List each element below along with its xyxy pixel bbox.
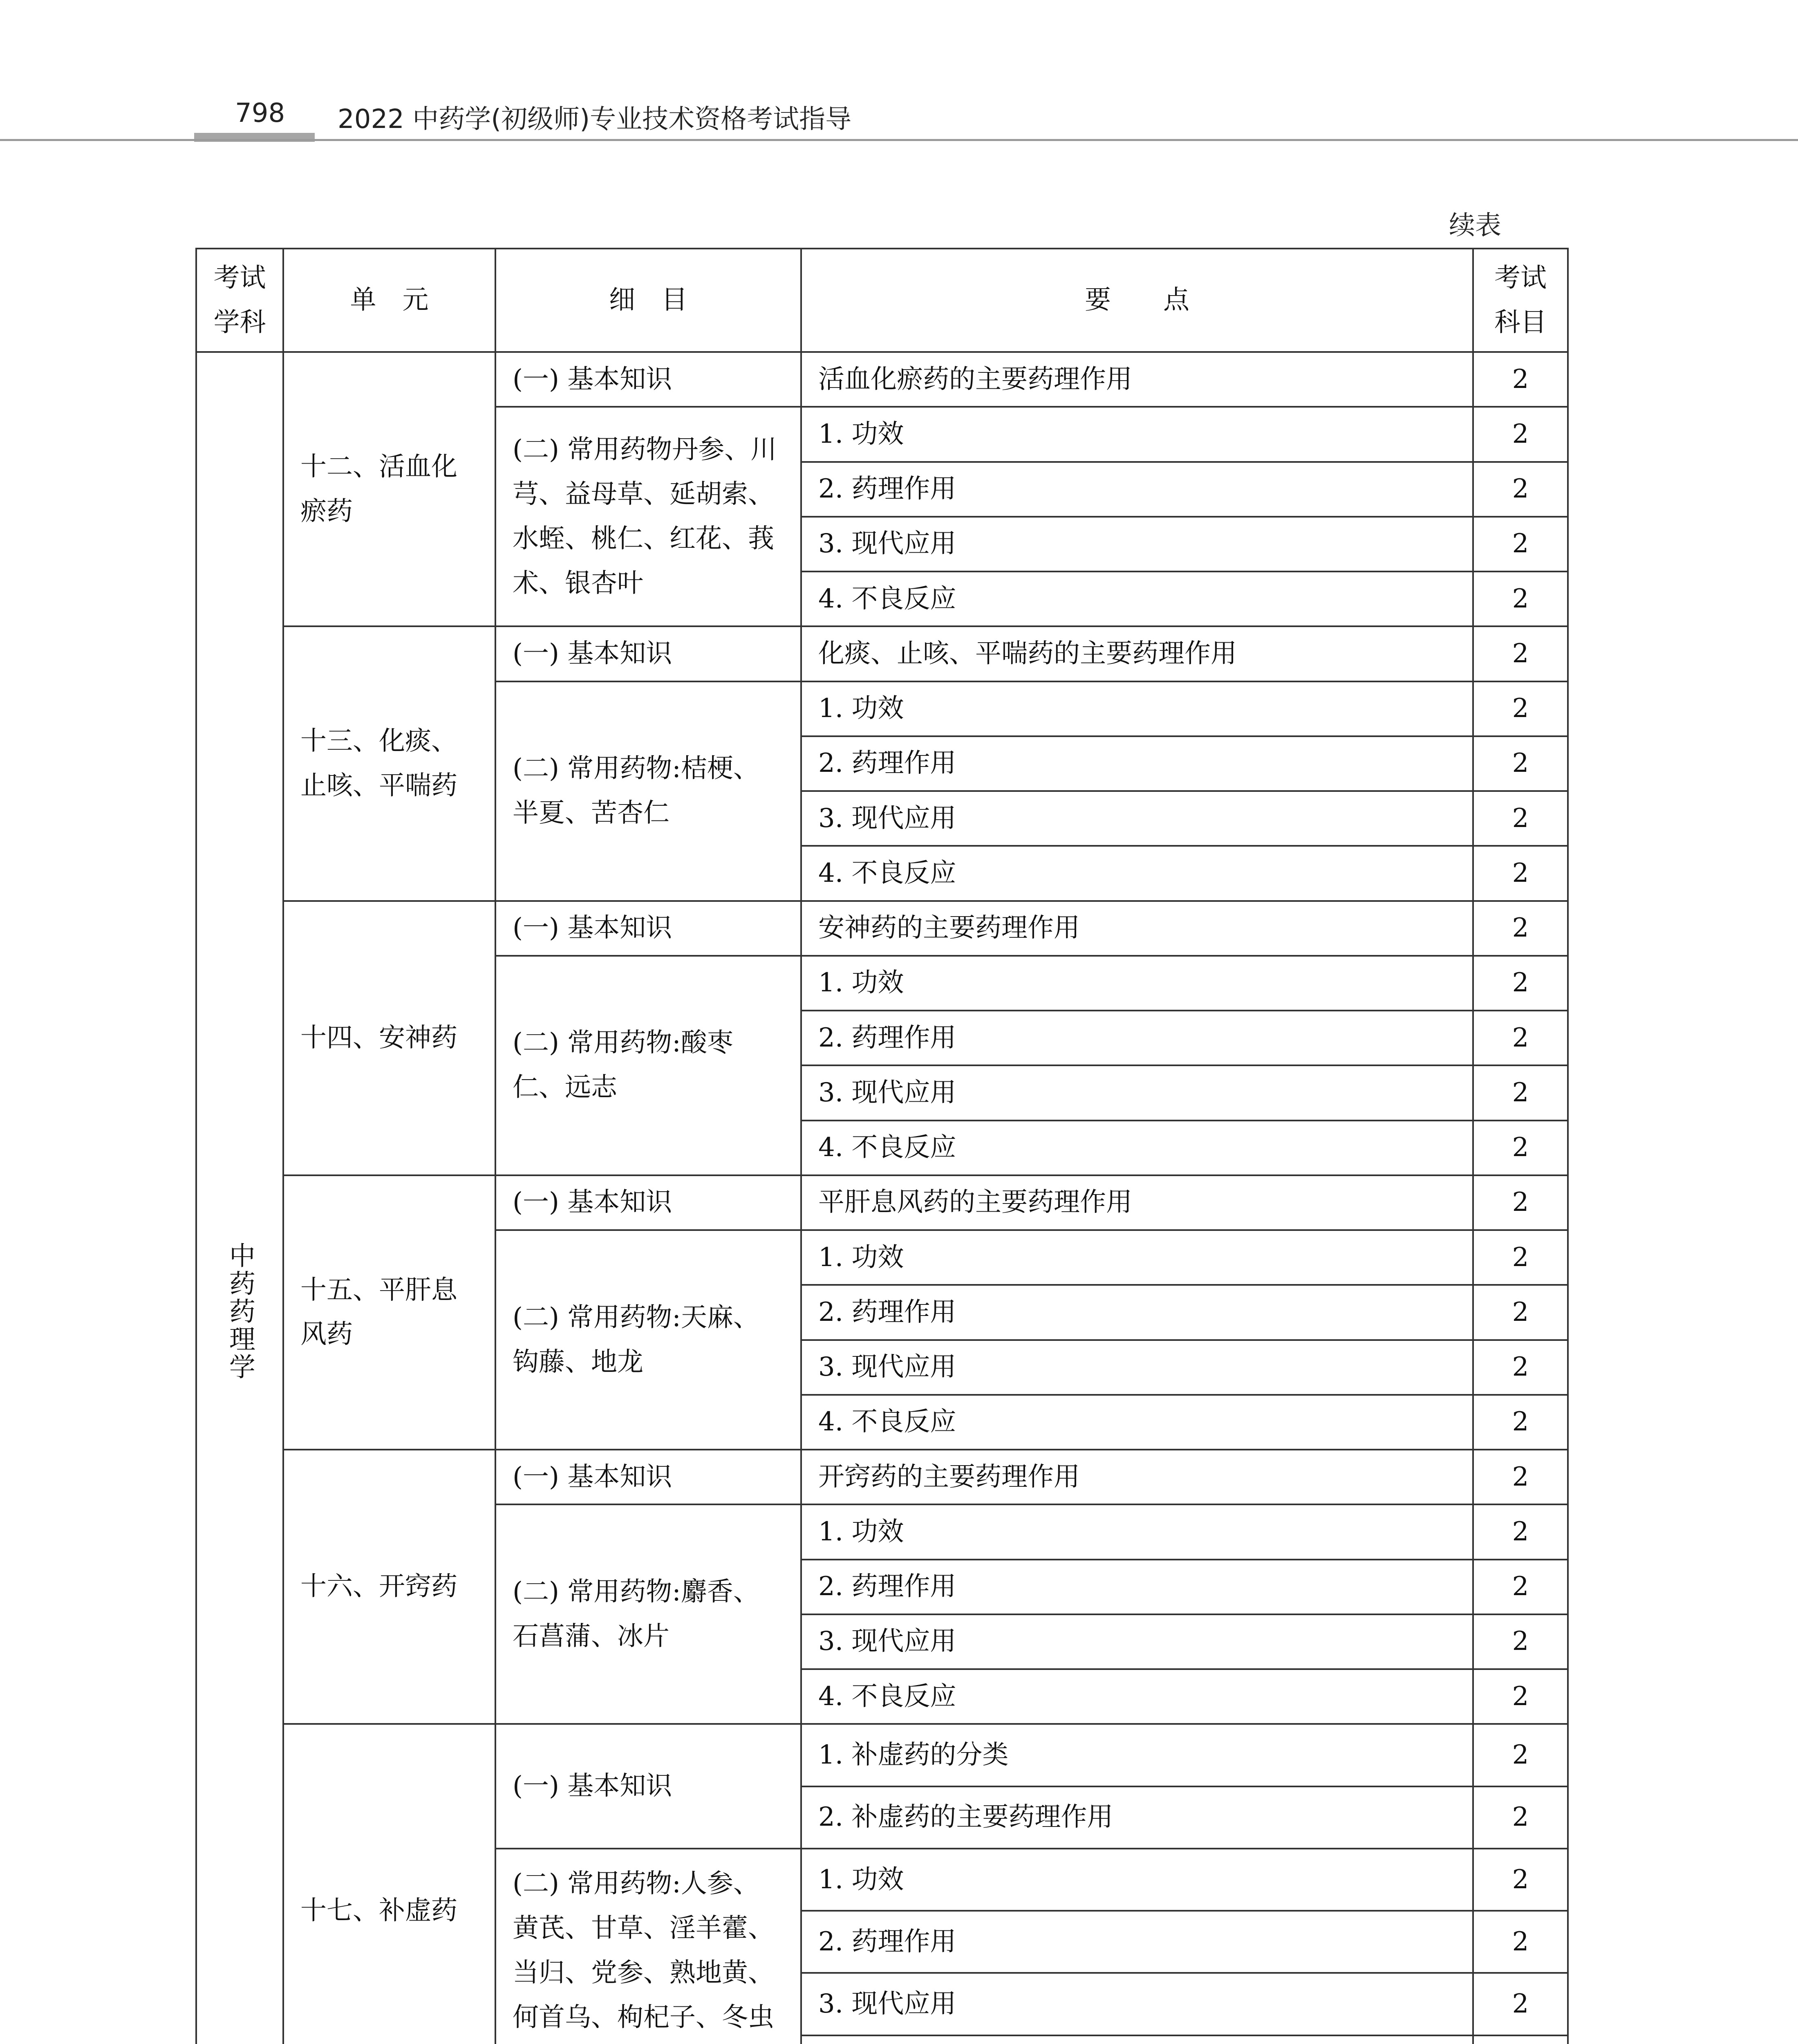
header-unit: 单 元 <box>283 249 495 352</box>
exam-cell: 2 <box>1473 1230 1568 1285</box>
point-cell: 2. 药理作用 <box>801 1011 1473 1065</box>
point-cell: 1. 功效 <box>801 1504 1473 1559</box>
exam-cell <box>1473 2035 1568 2044</box>
continued-label: 续表 <box>1449 211 1501 241</box>
unit-cell: 十六、开窍药 <box>283 1450 495 1724</box>
point-cell: 2. 药理作用 <box>801 462 1473 517</box>
point-cell: 2. 药理作用 <box>801 1560 1473 1614</box>
point-cell: 2. 补虚药的主要药理作用 <box>801 1786 1473 1849</box>
table-header-row <box>196 249 1568 352</box>
detail-cell: (二) 常用药物:人参、黄芪、甘草、淫羊藿、当归、党参、熟地黄、何首乌、枸杞子、冬虫 <box>495 1849 801 2044</box>
detail-cell: (一) 基本知识 <box>495 901 801 956</box>
exam-cell: 2 <box>1473 736 1568 791</box>
point-cell: 化痰、止咳、平喘药的主要药理作用 <box>801 626 1473 681</box>
unit-cell: 十七、补虚药 <box>283 1724 495 2044</box>
point-cell: 2. 药理作用 <box>801 1911 1473 1973</box>
exam-cell: 2 <box>1473 572 1568 626</box>
detail-cell: (二) 常用药物:天麻、钩藤、地龙 <box>495 1230 801 1450</box>
point-cell: 活血化瘀药的主要药理作用 <box>801 352 1473 407</box>
unit-cell: 十四、安神药 <box>283 901 495 1175</box>
page-number: 798 <box>235 98 285 128</box>
point-cell: 4. 不良反应 <box>801 1395 1473 1450</box>
subject-cell <box>196 352 283 2044</box>
detail-cell: (一) 基本知识 <box>495 1450 801 1504</box>
table-row <box>196 1724 1568 1786</box>
header-points: 要 点 <box>801 249 1473 352</box>
table-row <box>196 901 1568 956</box>
detail-cell: (二) 常用药物:麝香、石菖蒲、冰片 <box>495 1504 801 1724</box>
point-cell: 安神药的主要药理作用 <box>801 901 1473 956</box>
exam-cell: 2 <box>1473 1340 1568 1395</box>
point-cell: 3. 现代应用 <box>801 1973 1473 2035</box>
subject-label: 中药药理学 <box>224 1242 255 1381</box>
detail-cell: (一) 基本知识 <box>495 626 801 681</box>
table-row <box>196 1175 1568 1230</box>
table-row <box>196 1450 1568 1504</box>
exam-cell: 2 <box>1473 1724 1568 1786</box>
header-exam: 考试科目 <box>1473 249 1568 352</box>
book-title: 2022 中药学(初级师)专业技术资格考试指导 <box>338 104 852 134</box>
point-cell: 2. 药理作用 <box>801 1285 1473 1340</box>
table-row <box>196 626 1568 681</box>
point-cell: 4. 不良反应 <box>801 572 1473 626</box>
exam-cell: 2 <box>1473 407 1568 462</box>
point-cell: 3. 现代应用 <box>801 1065 1473 1120</box>
syllabus-table <box>195 248 1569 2044</box>
exam-cell: 2 <box>1473 1450 1568 1504</box>
unit-cell: 十五、平肝息风药 <box>283 1175 495 1450</box>
detail-cell: (二) 常用药物:桔梗、半夏、苦杏仁 <box>495 681 801 901</box>
point-cell: 平肝息风药的主要药理作用 <box>801 1175 1473 1230</box>
exam-cell: 2 <box>1473 352 1568 407</box>
detail-cell: (二) 常用药物:酸枣仁、远志 <box>495 956 801 1175</box>
exam-cell: 2 <box>1473 1285 1568 1340</box>
point-cell: 1. 功效 <box>801 1849 1473 1911</box>
exam-cell: 2 <box>1473 791 1568 846</box>
exam-cell: 2 <box>1473 1786 1568 1849</box>
exam-cell: 2 <box>1473 1911 1568 1973</box>
exam-cell: 2 <box>1473 901 1568 956</box>
point-cell: 3. 现代应用 <box>801 517 1473 572</box>
unit-cell: 十三、化痰、止咳、平喘药 <box>283 626 495 901</box>
table-body <box>196 352 1568 2044</box>
exam-cell: 2 <box>1473 1973 1568 2035</box>
point-cell: 4. 不良反应 <box>801 846 1473 901</box>
table-row <box>196 352 1568 407</box>
point-cell: 3. 现代应用 <box>801 1340 1473 1395</box>
point-cell: 4. 不良反应 <box>801 1669 1473 1724</box>
header-detail: 细 目 <box>495 249 801 352</box>
exam-cell: 2 <box>1473 1065 1568 1120</box>
point-cell: 4. 不良反应 <box>801 1121 1473 1175</box>
exam-cell: 2 <box>1473 1560 1568 1614</box>
exam-cell: 2 <box>1473 1395 1568 1450</box>
detail-cell: (一) 基本知识 <box>495 352 801 407</box>
point-cell: 1. 功效 <box>801 407 1473 462</box>
point-cell <box>801 2035 1473 2044</box>
point-cell: 1. 补虚药的分类 <box>801 1724 1473 1786</box>
point-cell: 3. 现代应用 <box>801 1614 1473 1669</box>
detail-cell: (一) 基本知识 <box>495 1175 801 1230</box>
detail-cell: (一) 基本知识 <box>495 1724 801 1849</box>
header-subject: 考试学科 <box>196 249 283 352</box>
exam-cell: 2 <box>1473 846 1568 901</box>
point-cell: 1. 功效 <box>801 1230 1473 1285</box>
header-rule <box>0 139 1798 141</box>
exam-cell: 2 <box>1473 1011 1568 1065</box>
exam-cell: 2 <box>1473 626 1568 681</box>
point-cell: 1. 功效 <box>801 956 1473 1011</box>
exam-cell: 2 <box>1473 1504 1568 1559</box>
exam-cell: 2 <box>1473 1849 1568 1911</box>
exam-cell: 2 <box>1473 1669 1568 1724</box>
unit-cell: 十二、活血化瘀药 <box>283 352 495 626</box>
point-cell: 1. 功效 <box>801 681 1473 736</box>
exam-cell: 2 <box>1473 1175 1568 1230</box>
point-cell: 2. 药理作用 <box>801 736 1473 791</box>
exam-cell: 2 <box>1473 462 1568 517</box>
detail-cell: (二) 常用药物丹参、川芎、益母草、延胡索、水蛭、桃仁、红花、莪术、银杏叶 <box>495 407 801 626</box>
exam-cell: 2 <box>1473 956 1568 1011</box>
exam-cell: 2 <box>1473 517 1568 572</box>
point-cell: 3. 现代应用 <box>801 791 1473 846</box>
page-header <box>0 0 1798 151</box>
exam-cell: 2 <box>1473 1614 1568 1669</box>
exam-cell: 2 <box>1473 1121 1568 1175</box>
exam-cell: 2 <box>1473 681 1568 736</box>
point-cell: 开窍药的主要药理作用 <box>801 1450 1473 1504</box>
